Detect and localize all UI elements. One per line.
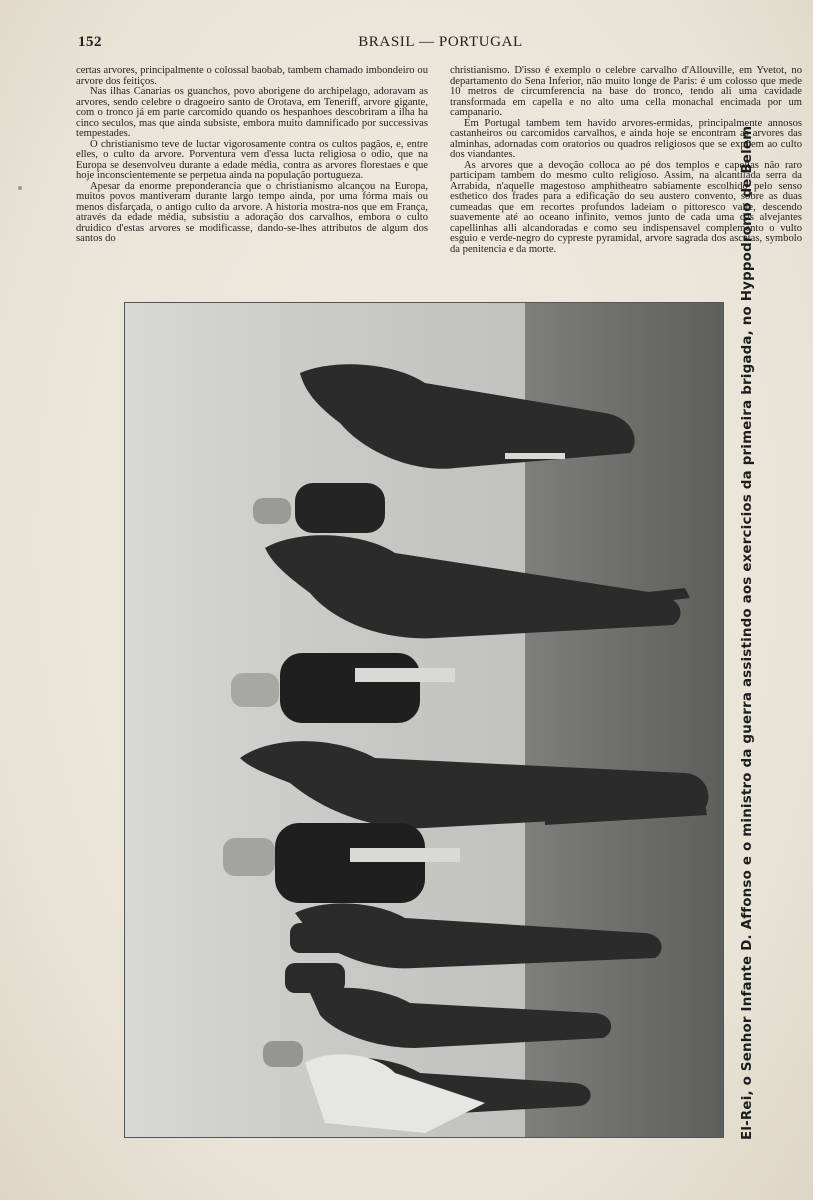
- photo-caption: [732, 125, 756, 1140]
- page-header: [78, 34, 803, 54]
- paragraph: certas arvores, principalmente o colossal baobab, tambem chamado imbondeiro ou arvore dos feitiços.: [76, 65, 428, 87]
- paragraph: As arvores que a devoção colloca ao pé dos templos e capellas não raro participam tambem do mesmo culto religioso. Assim, na alcantilada serra da Arrabida, n'aquelle magestoso amphitheatro sabiamente escolhido pelo senso esthetico dos frades para a edificação do seu austero convento, sobre as duas cumeadas que em recortes profundos ladeiam o pittoresco valle, descendo suavemente até ao oceano infinito, vemos junto de cada uma das alvejantes capellinhas alli alcandoradas e como seu indispensavel complemento o vulto esguio e verde-negro do cypreste pyramidal, arvore sagrada dos ascetas, symbolo da penitencia e da morte.: [450, 159, 802, 255]
- photo-illustration: [125, 303, 723, 1137]
- paragraph: christianismo. D'isso é exemplo o celebre carvalho d'Allouville, em Yvetot, no departamento do Sena Inferior, não muito longe de Paris: é um colosso que mede 10 metros de circumferencia na base do tronco, tendo ali uma cavidade transformada em capella e no alto uma cella monachal encimada por um campanario.: [450, 65, 802, 118]
- page-number: 152: [78, 34, 102, 50]
- paragraph: Em Portugal tambem tem havido arvores-ermidas, principalmente annosos castanheiros ou carcomidos carvalhos, e ainda hoje se encontram as arvores das alminhas, adornadas com oratorios ou quadros religiosos que se expõem ao culto dos viandantes.: [450, 117, 802, 160]
- paragraph: Nas ilhas Canarias os guanchos, povo aborigene do archipelago, adoravam as arvores, sendo celebre o dragoeiro santo de Orotava, em Teneriff, arvore gigante, com o tronco já em parte carcomido quando os hespanhoes descobriram a ilha ha cinco seculos, mas que ainda subsiste, embora muito damnificado por successivas tempestades.: [76, 86, 428, 139]
- paragraph: Apesar da enorme preponderancia que o christianismo alcançou na Europa, muitos povos mantiveram durante largo tempo ainda, por uma fórma mais ou menos disfarçada, o antigo culto da arvore. A historia mostra-nos que em França, através da edade média, subsistiu a adoração dos carvalhos, embora o culto druidico d'estas arvores se modificasse, dando-se-lhes attributos de algum dos santos do: [76, 180, 428, 244]
- margin-dot: [18, 186, 22, 190]
- left-text-column: [76, 66, 428, 245]
- caption-text: El-Rei, o Senhor Infante D. Affonso e o ministro da guerra assistindo aos exercicios da primeira brigada, no Hyppodromo de Belem: [740, 125, 755, 1140]
- paragraph: O christianismo teve de luctar vigorosamente contra os cultos pagãos, e, entre elles, o culto da arvore. Porventura vem d'essa lucta religiosa o odio, que na Europa se desenvolveu durante a edade média, contra as arvores florestaes e que hoje inconscientemente se perpetua ainda na população portugueza.: [76, 138, 428, 181]
- running-title: BRASIL — PORTUGAL: [358, 34, 523, 50]
- halftone-photograph: [124, 302, 724, 1138]
